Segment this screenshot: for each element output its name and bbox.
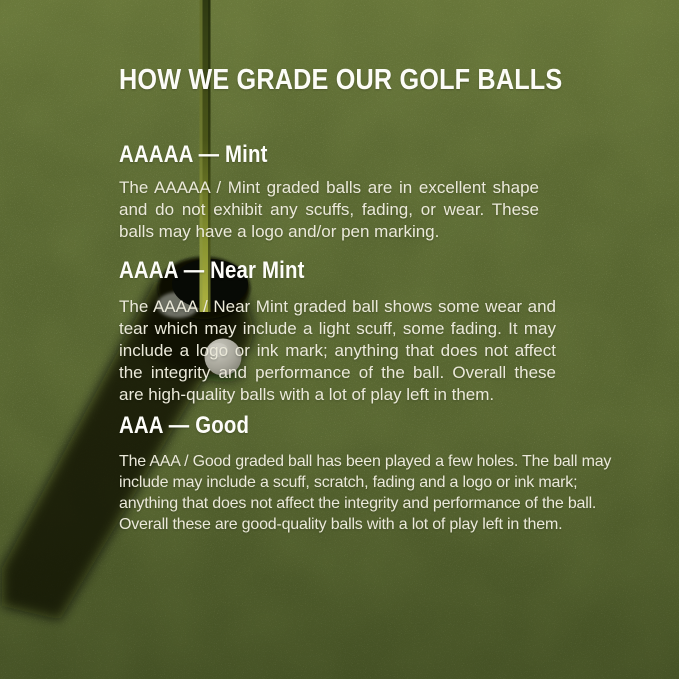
- grade-heading-mint: AAAAA — Mint: [119, 141, 268, 168]
- grade-heading-near-mint: AAAA — Near Mint: [119, 257, 305, 284]
- grade-heading-good: AAA — Good: [119, 412, 250, 439]
- grade-description-near-mint: The AAAA / Near Mint graded ball shows some wear and tear which may include a light scuff, some fading. It may include a logo or ink mark; anything that does not affect the integrity and performance of the ball. Overall these are high-quality balls with a lot of play left in them.: [119, 297, 556, 404]
- page-title: HOW WE GRADE OUR GOLF BALLS: [119, 64, 563, 96]
- grade-description-mint: The AAAAA / Mint graded balls are in excellent shape and do not exhibit any scuffs, fading, or wear. These balls may have a logo and/or pen marking.: [119, 178, 539, 241]
- grade-description-good: The AAA / Good graded ball has been played a few holes. The ball may include may include a scuff, scratch, fading and a logo or ink mark; anything that does not affect the integrity and performance of the ball. Overall these are good-quality balls with a lot of play left in them.: [119, 453, 612, 533]
